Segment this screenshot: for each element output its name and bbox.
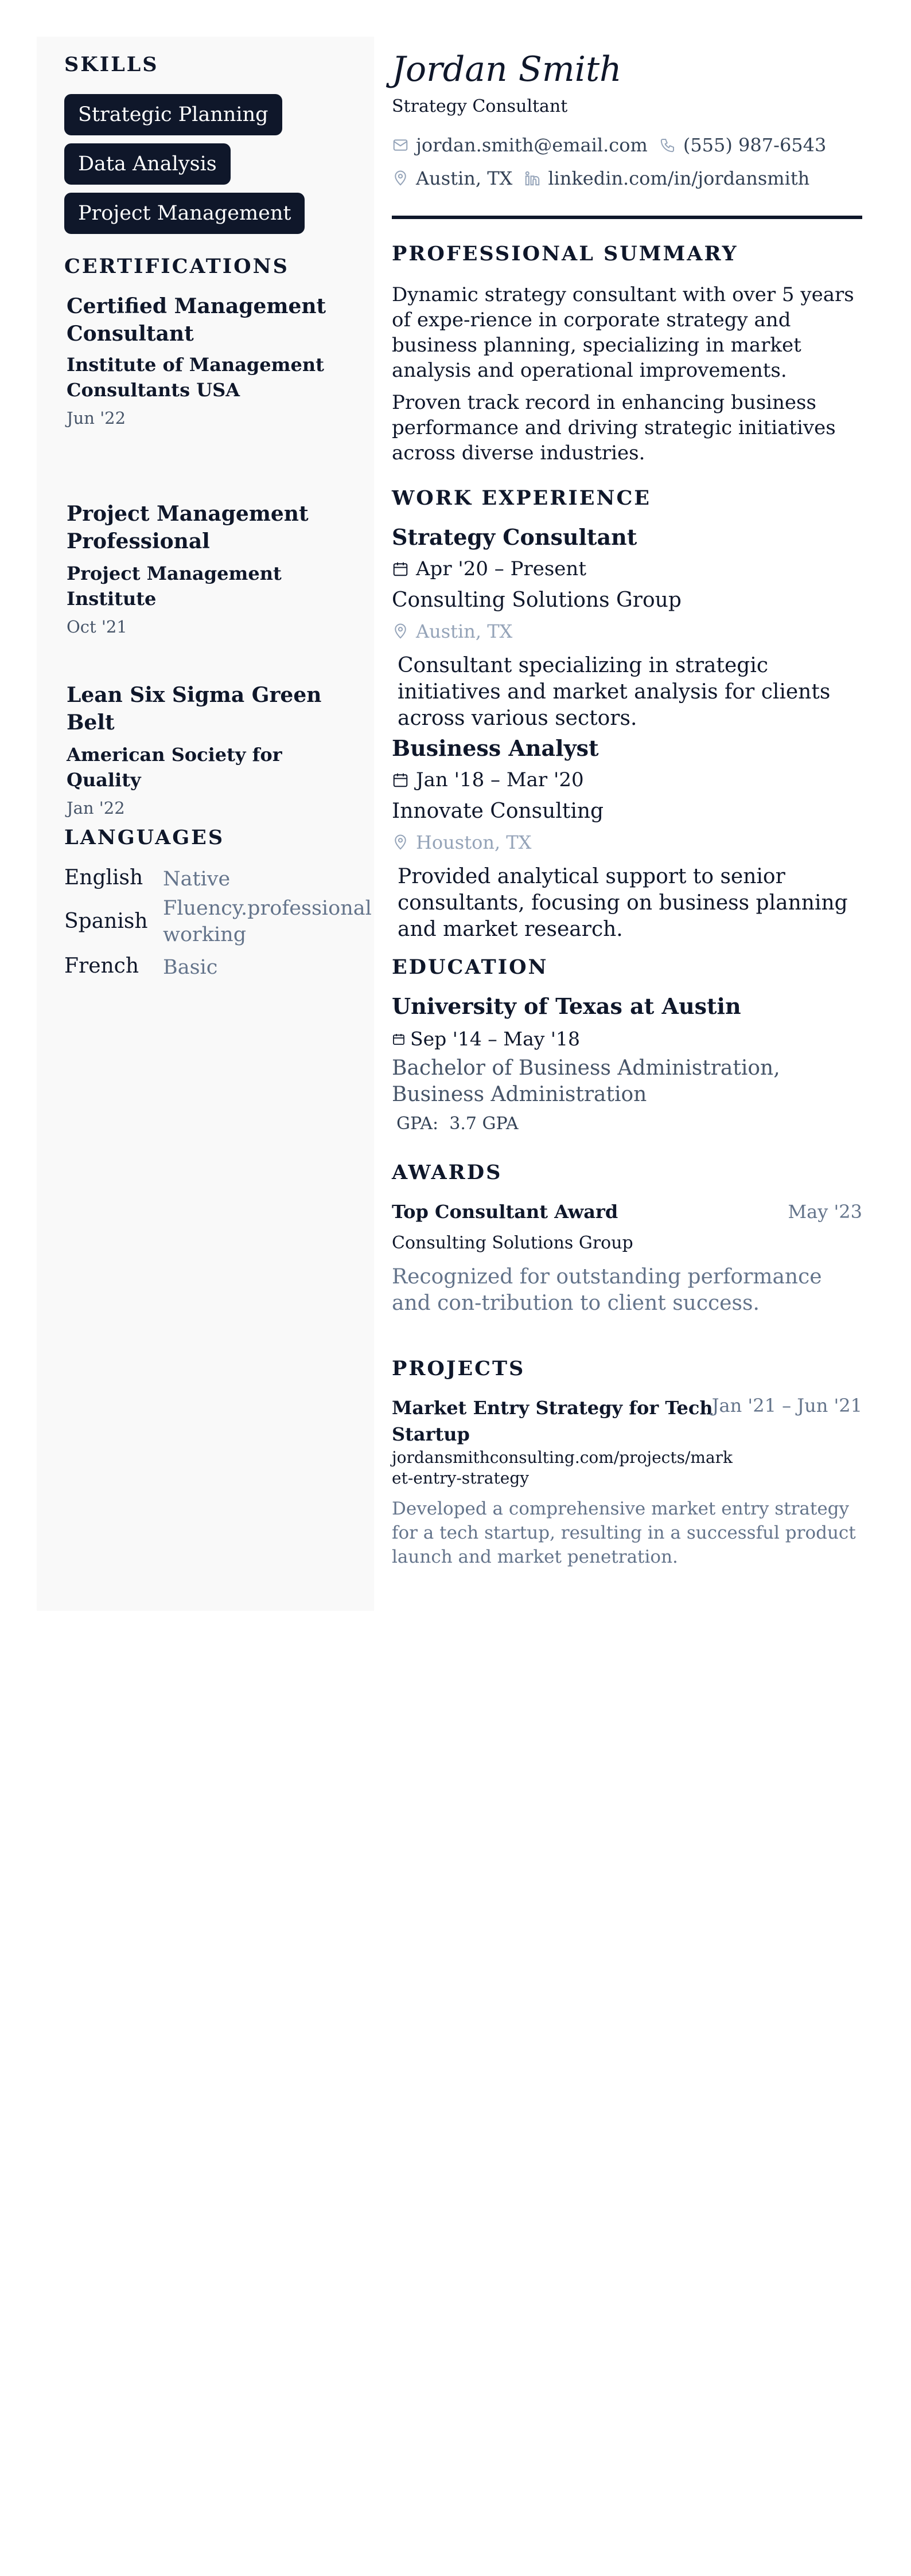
certification-title: Certified Management Consultant <box>67 294 326 346</box>
location-icon <box>392 834 409 851</box>
job-dates <box>392 768 584 791</box>
certifications-heading: CERTIFICATIONS <box>64 255 289 278</box>
certification-org: Institute of Management Consultants USA <box>67 354 324 401</box>
language-name: French <box>64 954 139 978</box>
school-name: University of Texas at Austin <box>392 993 741 1019</box>
awards-heading: AWARDS <box>392 1161 503 1184</box>
language-name: Spanish <box>64 910 148 933</box>
language-level: Fluency.professional working <box>163 897 372 946</box>
certification-item <box>67 500 353 637</box>
gpa-label: GPA: <box>396 1114 439 1134</box>
job-location-text: Austin, TX <box>416 620 513 642</box>
location-icon <box>392 623 409 640</box>
job-title: Business Analyst <box>392 735 599 761</box>
mail-icon <box>392 136 409 154</box>
skills-heading: SKILLS <box>64 53 159 76</box>
gpa-row <box>396 1114 519 1134</box>
job-description: Consultant specializing in strategic initiatives and market analysis for clients across various sectors. <box>398 654 831 730</box>
certification-date: Jan '22 <box>67 798 125 818</box>
contact-row <box>392 134 826 156</box>
job-date-range: Apr '20 – Present <box>416 557 586 580</box>
sidebar <box>37 37 374 1611</box>
certification-org: Project Management Institute <box>67 563 282 610</box>
gpa-value: 3.7 GPA <box>449 1114 519 1134</box>
job-date-range: Jan '18 – Mar '20 <box>416 768 584 791</box>
email-link[interactable]: jordan.smith@email.com <box>416 134 648 156</box>
summary-paragraph: Dynamic strategy consultant with over 5 years of expe-rience in corporate strategy and business planning, specializing in market analysis and operational improvements. <box>392 283 854 382</box>
skill-pill: Strategic Planning <box>64 94 282 135</box>
summary-heading: PROFESSIONAL SUMMARY <box>392 242 738 266</box>
award-date: May '23 <box>788 1201 862 1223</box>
phone-icon <box>659 136 676 154</box>
education-dates <box>392 1028 580 1050</box>
project-dates: Jan '21 – Jun '21 <box>711 1395 862 1416</box>
job-location <box>392 620 512 642</box>
education-heading: EDUCATION <box>392 955 548 979</box>
education-date-range: Sep '14 – May '18 <box>410 1028 580 1050</box>
linkedin-link[interactable]: linkedin.com/in/jordansmith <box>548 167 810 189</box>
experience-heading: WORK EXPERIENCE <box>392 486 651 510</box>
phone-number[interactable]: (555) 987-6543 <box>683 134 827 156</box>
job-location <box>392 832 531 853</box>
job-company: Consulting Solutions Group <box>392 588 682 612</box>
project-description: Developed a comprehensive market entry strategy for a tech startup, resulting in a successful product launch and market penetration. <box>392 1498 856 1567</box>
award-description: Recognized for outstanding performance and con-tribution to client success. <box>392 1265 822 1315</box>
language-name: English <box>64 866 143 889</box>
job-location-text: Houston, TX <box>416 832 532 853</box>
certification-title: Project Management Professional <box>67 502 309 553</box>
job-description: Provided analytical support to senior consultants, focusing on business planning and market research. <box>398 865 848 941</box>
job-title: Strategy Consultant <box>392 524 637 550</box>
skill-pill: Project Management <box>64 193 305 234</box>
summary-paragraph: Proven track record in enhancing business performance and driving strategic initiatives across diverse industries. <box>392 391 836 465</box>
job-dates <box>392 557 586 580</box>
project-title: Market Entry Strategy for Tech Startup <box>392 1397 713 1445</box>
certification-title: Lean Six Sigma Green Belt <box>67 683 322 735</box>
projects-heading: PROJECTS <box>392 1357 525 1380</box>
location-icon <box>392 170 409 187</box>
linkedin-icon <box>524 170 541 187</box>
award-title: Top Consultant Award <box>392 1201 618 1223</box>
calendar-icon <box>392 771 409 789</box>
project-url[interactable]: jordansmithconsulting.com/projects/market-entry-strategy <box>392 1448 733 1488</box>
candidate-name: Jordan Smith <box>392 49 622 89</box>
certification-date: Jun '22 <box>67 408 126 428</box>
language-level: Basic <box>163 956 218 979</box>
languages-heading: LANGUAGES <box>64 826 225 849</box>
candidate-title: Strategy Consultant <box>392 96 568 116</box>
degree: Bachelor of Business Administration, Business Administration <box>392 1056 780 1106</box>
contact-row <box>392 167 809 189</box>
certification-date: Oct '21 <box>67 617 127 637</box>
job-company: Innovate Consulting <box>392 799 604 823</box>
certification-item <box>67 681 353 818</box>
language-level: Native <box>163 868 231 891</box>
calendar-icon <box>392 1032 406 1046</box>
certification-org: American Society for Quality <box>67 744 282 791</box>
calendar-icon <box>392 560 409 577</box>
award-org: Consulting Solutions Group <box>392 1233 633 1253</box>
skill-pill: Data Analysis <box>64 143 231 185</box>
header-divider <box>392 216 862 219</box>
certification-item <box>67 292 353 428</box>
location-text: Austin, TX <box>416 167 513 189</box>
